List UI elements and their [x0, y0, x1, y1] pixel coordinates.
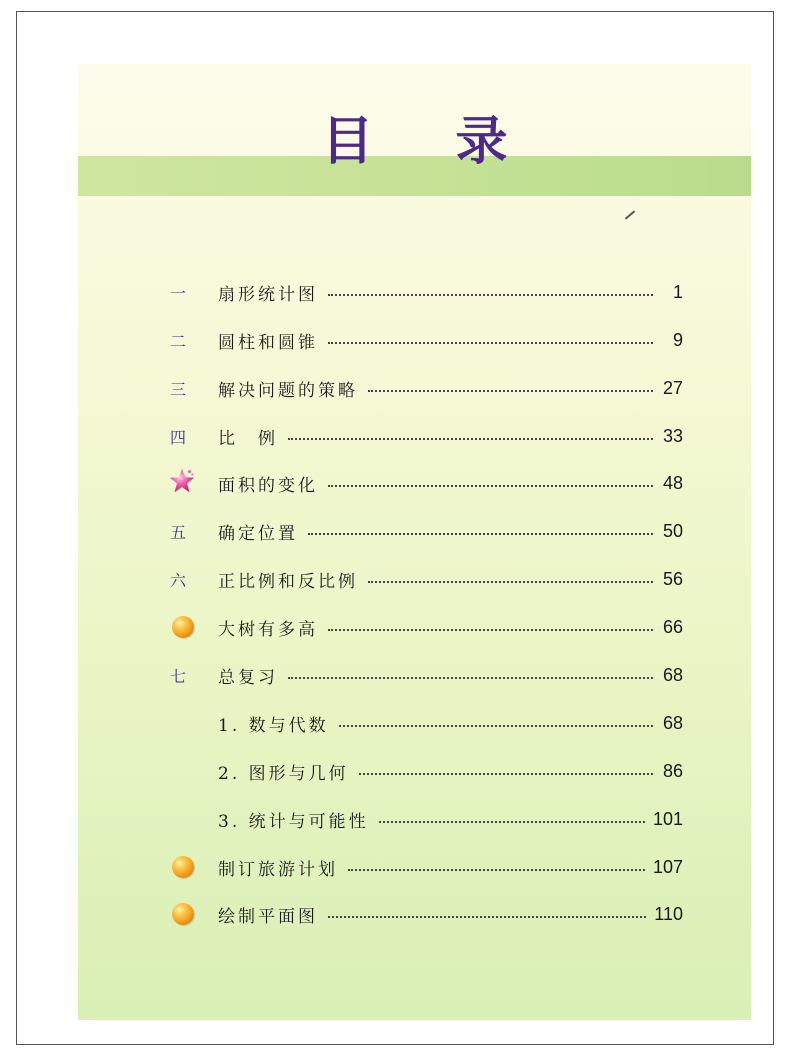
entry-title: 圆柱和圆锥 — [218, 332, 318, 353]
toc-entry[interactable] — [168, 852, 683, 882]
leader-dots — [288, 436, 653, 440]
page-number: 101 — [652, 808, 683, 829]
chapter-number: 三 — [170, 379, 187, 399]
page-number: 110 — [654, 903, 683, 924]
page-number: 107 — [652, 856, 683, 877]
page-number: 66 — [662, 616, 683, 637]
leader-dots — [348, 867, 645, 871]
orange-ball-icon — [172, 903, 194, 925]
entry-title: 比 例 — [218, 428, 278, 449]
entry-title: 正比例和反比例 — [218, 571, 358, 592]
toc-entry[interactable] — [168, 325, 683, 355]
toc-entry[interactable] — [168, 899, 683, 929]
entry-marker — [168, 616, 218, 638]
entry-title: 大树有多高 — [218, 619, 318, 640]
toc-entry[interactable] — [168, 516, 683, 546]
leader-dots — [368, 579, 653, 583]
leader-dots — [328, 483, 653, 487]
entry-title: 确定位置 — [218, 523, 298, 544]
toc-subentry[interactable] — [168, 756, 683, 786]
entry-title: 扇形统计图 — [218, 284, 318, 305]
leader-dots — [328, 627, 653, 631]
table-of-contents — [78, 64, 751, 1020]
toc-entry[interactable] — [168, 660, 683, 690]
toc-entry[interactable] — [168, 421, 683, 451]
toc-entry[interactable] — [168, 564, 683, 594]
page-number: 9 — [672, 329, 683, 350]
leader-dots — [339, 723, 653, 727]
leader-dots — [359, 771, 653, 775]
page-number: 27 — [662, 377, 683, 398]
leader-dots — [328, 292, 653, 296]
entry-marker — [168, 467, 218, 499]
leader-dots — [368, 388, 653, 392]
chapter-number: 一 — [170, 283, 187, 303]
leader-dots — [328, 340, 653, 344]
pink-star-icon — [168, 467, 196, 495]
page-number: 56 — [662, 568, 683, 589]
leader-dots — [328, 914, 646, 918]
leader-dots — [308, 531, 653, 535]
toc-entry[interactable] — [168, 468, 683, 498]
toc-entry[interactable] — [168, 373, 683, 403]
toc-subentry[interactable] — [168, 804, 683, 834]
page-number: 1 — [672, 281, 683, 302]
page-number: 50 — [662, 520, 683, 541]
page-number: 68 — [662, 664, 683, 685]
chapter-number: 四 — [170, 427, 187, 447]
entry-title: 1. 数与代数 — [218, 715, 329, 736]
toc-entry[interactable] — [168, 612, 683, 642]
entry-title: 3. 统计与可能性 — [218, 811, 369, 832]
entry-title: 面积的变化 — [218, 475, 318, 496]
page-number: 68 — [662, 712, 683, 733]
chapter-number: 二 — [170, 331, 187, 351]
page-number: 48 — [662, 472, 683, 493]
page-frame — [16, 11, 774, 1045]
orange-ball-icon — [172, 616, 194, 638]
entry-title: 解决问题的策略 — [218, 380, 358, 401]
entry-marker — [168, 856, 218, 878]
leader-dots — [288, 675, 653, 679]
book-page — [78, 64, 751, 1020]
chapter-number: 五 — [170, 522, 187, 542]
toc-entry[interactable] — [168, 277, 683, 307]
chapter-number: 七 — [170, 666, 187, 686]
entry-title: 2. 图形与几何 — [218, 763, 349, 784]
orange-ball-icon — [172, 856, 194, 878]
toc-subentry[interactable] — [168, 708, 683, 738]
entry-marker — [168, 903, 218, 925]
page-number: 33 — [662, 425, 683, 446]
page-number: 86 — [662, 760, 683, 781]
chapter-number: 六 — [170, 570, 187, 590]
entry-title: 总复习 — [218, 667, 278, 688]
page-title: 目 录 — [321, 112, 540, 172]
entry-title: 绘制平面图 — [218, 906, 318, 927]
leader-dots — [379, 819, 645, 823]
entry-title: 制订旅游计划 — [218, 859, 338, 880]
